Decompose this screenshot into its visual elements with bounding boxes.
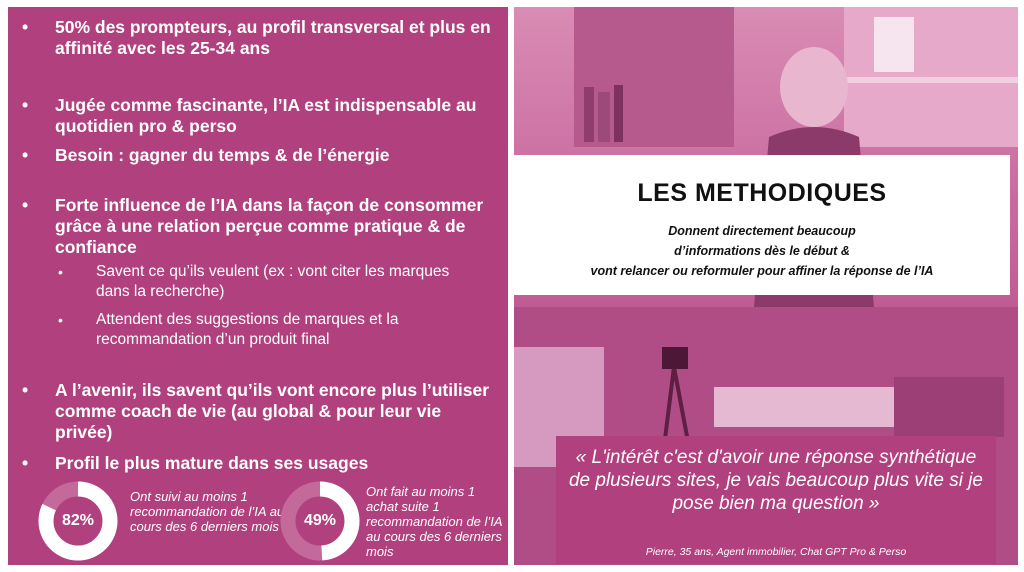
- sub-bullet-dot: •: [58, 264, 63, 280]
- segment-description-line: d’informations dès le début &: [674, 244, 850, 258]
- bullet-dot: •: [22, 145, 29, 165]
- bullet-text: Profil le plus mature dans ses usages: [55, 453, 369, 473]
- camera: [662, 347, 688, 369]
- segment-description-line: vont relancer ou reformuler pour affiner la réponse de l’IA: [590, 264, 934, 278]
- bullet-text: 50% des prompteurs, au profil transversal et plus en affinité avec les 25-34 ans: [55, 17, 491, 58]
- bullet-item: [22, 195, 512, 258]
- book: [598, 92, 610, 142]
- sub-bullet-item: [58, 262, 478, 302]
- bullet-text: Forte influence de l’IA dans la façon de consommer grâce à une relation perçue comme pratique & de confiance: [55, 195, 484, 257]
- segment-description-line: Donnent directement beaucoup: [668, 224, 856, 238]
- sub-bullet-item: [58, 310, 478, 350]
- stat-value: 49%: [303, 512, 337, 529]
- stat-label: Ont fait au moins 1 achat suite 1 recommandation de l’IA au cours des 6 derniers mois: [366, 484, 503, 559]
- bullet-item: [22, 380, 492, 443]
- sub-bullet-dot: •: [58, 312, 63, 328]
- sub-bullet-text: Attendent des suggestions de marques et la recommandation d’un produit final: [96, 311, 399, 348]
- stat-value: 82%: [61, 512, 95, 529]
- bullet-text: Besoin : gagner du temps & de l’énergie: [55, 145, 390, 165]
- bullet-item: [22, 95, 502, 137]
- quote-author: Pierre, 35 ans, Agent immobilier, Chat GPT Pro & Perso: [645, 546, 907, 558]
- quote-text: « L'intérêt c'est d'avoir une réponse synthétique de plusieurs sites, je vais beaucoup plus vite si je pose bien ma question »: [568, 447, 983, 514]
- frame-decor: [874, 17, 914, 72]
- segment-title: LES METHODIQUES: [637, 179, 887, 207]
- sub-bullet-text: Savent ce qu’ils veulent (ex : vont citer les marques dans la recherche): [96, 263, 450, 300]
- bullet-dot: •: [22, 17, 29, 37]
- bullet-item: [22, 17, 492, 59]
- bullet-text: Jugée comme fascinante, l’IA est indispensable au quotidien pro & perso: [55, 95, 477, 136]
- segment-description: [514, 221, 1010, 281]
- title-box: [514, 155, 1010, 295]
- quote-box: [556, 436, 996, 564]
- left-panel: [8, 7, 508, 565]
- bullet-text: A l’avenir, ils savent qu’ils vont encore plus l’utiliser comme coach de vie (au global & pour leur vie privée): [55, 380, 490, 442]
- bullet-dot: •: [22, 95, 29, 115]
- bullet-dot: •: [22, 453, 29, 473]
- bullet-dot: •: [22, 195, 29, 215]
- woman-head: [780, 47, 848, 127]
- book: [614, 85, 623, 142]
- laptop: [894, 377, 1004, 437]
- stat-label: Ont suivi au moins 1 recommandation de l’IA au cours des 6 derniers mois: [130, 489, 285, 534]
- bullet-item: [22, 145, 502, 166]
- bullet-item: [22, 453, 502, 474]
- shelf-board: [844, 77, 1018, 83]
- book: [584, 87, 594, 142]
- bullet-dot: •: [22, 380, 29, 400]
